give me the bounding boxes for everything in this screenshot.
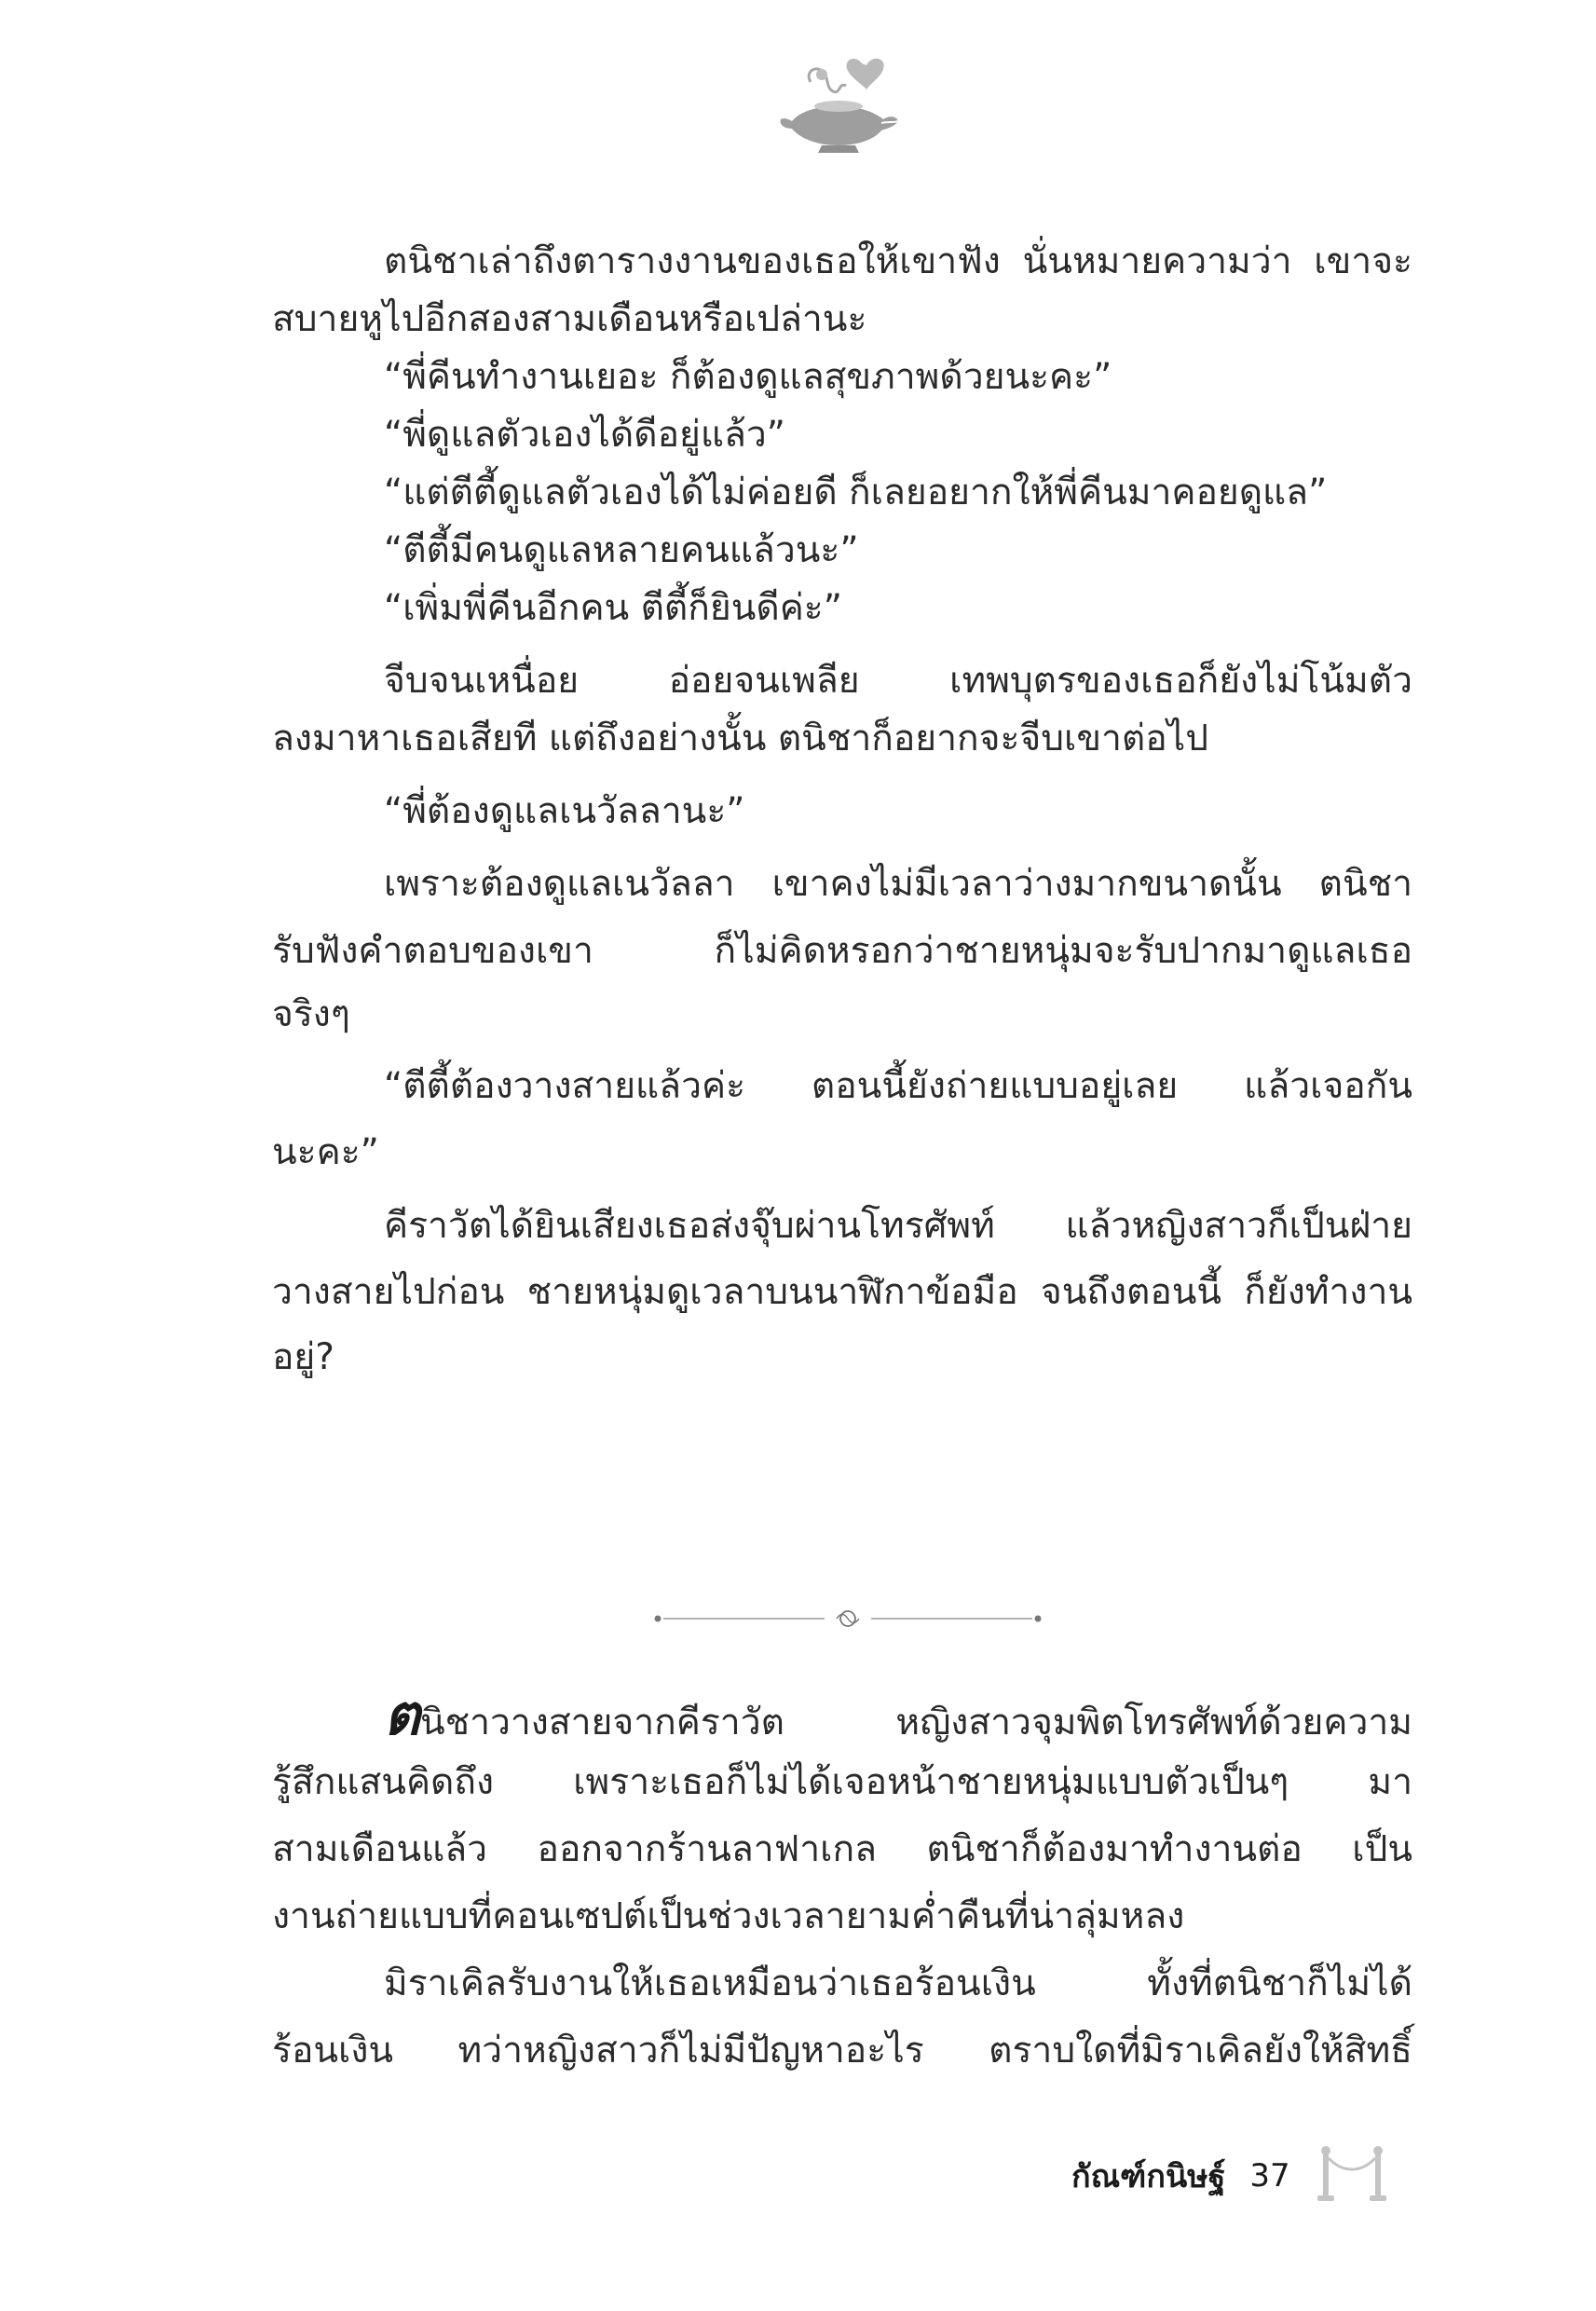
stanchion-rope-icon	[1315, 2143, 1389, 2208]
paragraph-1-line-1: ตนิชาเล่าถึงตารางงานของเธอให้เขาฟัง นั่นหมายความว่า เขาจะ	[384, 240, 1412, 282]
dialogue-line: “เพิ่มพี่คีนอีกคน ตีตี้ก็ยินดีค่ะ”	[384, 587, 842, 629]
paragraph-10-line-2: นะคะ”	[272, 1131, 379, 1173]
paragraph-7-line-2: ลงมาหาเธอเสียที แต่ถึงอย่างนั้น ตนิชาก็อยากจะจีบเขาต่อไป	[272, 718, 1209, 759]
paragraph-9-line-3: จริงๆ	[272, 993, 350, 1035]
drop-cap: ต	[384, 1683, 420, 1748]
paragraph-11-line-1: คีราวัตได้ยินเสียงเธอส่งจุ๊บผ่านโทรศัพท์ แล้วหญิงสาวก็เป็นฝ่าย	[384, 1205, 1412, 1247]
section-2-first-line	[384, 1683, 1412, 1752]
section-2-line-2: รู้สึกแสนคิดถึง เพราะเธอก็ไม่ได้เจอหน้าชายหนุ่มแบบตัวเป็นๆ มา	[272, 1761, 1412, 1803]
book-title: กัณฑ์กนิษฐ์	[1071, 2158, 1226, 2195]
section-2-para-2-line-2: ร้อนเงิน ทว่าหญิงสาวก็ไม่มีปัญหาอะไร ตราบใดที่มิราเคิลยังให้สิทธิ์	[272, 2030, 1412, 2072]
dialogue-line: “แต่ตีตี้ดูแลตัวเองได้ไม่ค่อยดี ก็เลยอยากให้พี่คีนมาคอยดูแล”	[384, 472, 1328, 513]
section-2-line-3: สามเดือนแล้ว ออกจากร้านลาฟาเกล ตนิชาก็ต้องมาทำงานต่อ เป็น	[272, 1828, 1412, 1870]
genie-lamp-with-heart-icon	[773, 54, 904, 157]
section-2-para-2-line-1: มิราเคิลรับงานให้เธอเหมือนว่าเธอร้อนเงิน ทั้งที่ตนิชาก็ไม่ได้	[384, 1962, 1412, 2004]
paragraph-1-line-2: สบายหูไปอีกสองสามเดือนหรือเปล่านะ	[272, 298, 867, 340]
section-2-first-line-text: นิชาวางสายจากคีราวัต หญิงสาวจุมพิตโทรศัพท์ด้วยความ	[419, 1702, 1412, 1744]
page-number: 37	[1249, 2157, 1290, 2195]
paragraph-9-line-1: เพราะต้องดูแลเนวัลลา เขาคงไม่มีเวลาว่างมากขนาดนั้น ตนิชา	[384, 863, 1412, 905]
paragraph-11-line-2: วางสายไปก่อน ชายหนุ่มดูเวลาบนนาฬิกาข้อมือ จนถึงตอนนี้ ก็ยังทำงาน	[272, 1271, 1412, 1313]
dialogue-line: “ตีตี้มีคนดูแลหลายคนแล้วนะ”	[384, 529, 859, 571]
dialogue-line: “พี่คีนทำงานเยอะ ก็ต้องดูแลสุขภาพด้วยนะคะ”	[384, 356, 1112, 398]
paragraph-10-line-1: “ตีตี้ต้องวางสายแล้วค่ะ ตอนนี้ยังถ่ายแบบอยู่เลย แล้วเจอกัน	[384, 1065, 1412, 1107]
paragraph-11-line-3: อยู่?	[272, 1336, 334, 1378]
dialogue-line: “พี่ต้องดูแลเนวัลลานะ”	[384, 790, 745, 832]
paragraph-7-line-1: จีบจนเหนื่อย อ่อยจนเพลีย เทพบุตรของเธอก็ยังไม่โน้มตัว	[384, 660, 1412, 702]
paragraph-9-line-2: รับฟังคำตอบของเขา ก็ไม่คิดหรอกว่าชายหนุ่มจะรับปากมาดูแลเธอ	[272, 930, 1412, 972]
page-footer	[1071, 2148, 1389, 2204]
ornamental-divider-icon	[652, 1607, 1044, 1630]
section-2-line-4: งานถ่ายแบบที่คอนเซปต์เป็นช่วงเวลายามค่ำคืนที่น่าลุ่มหลง	[272, 1895, 1185, 1937]
dialogue-line: “พี่ดูแลตัวเองได้ดีอยู่แล้ว”	[384, 414, 785, 456]
